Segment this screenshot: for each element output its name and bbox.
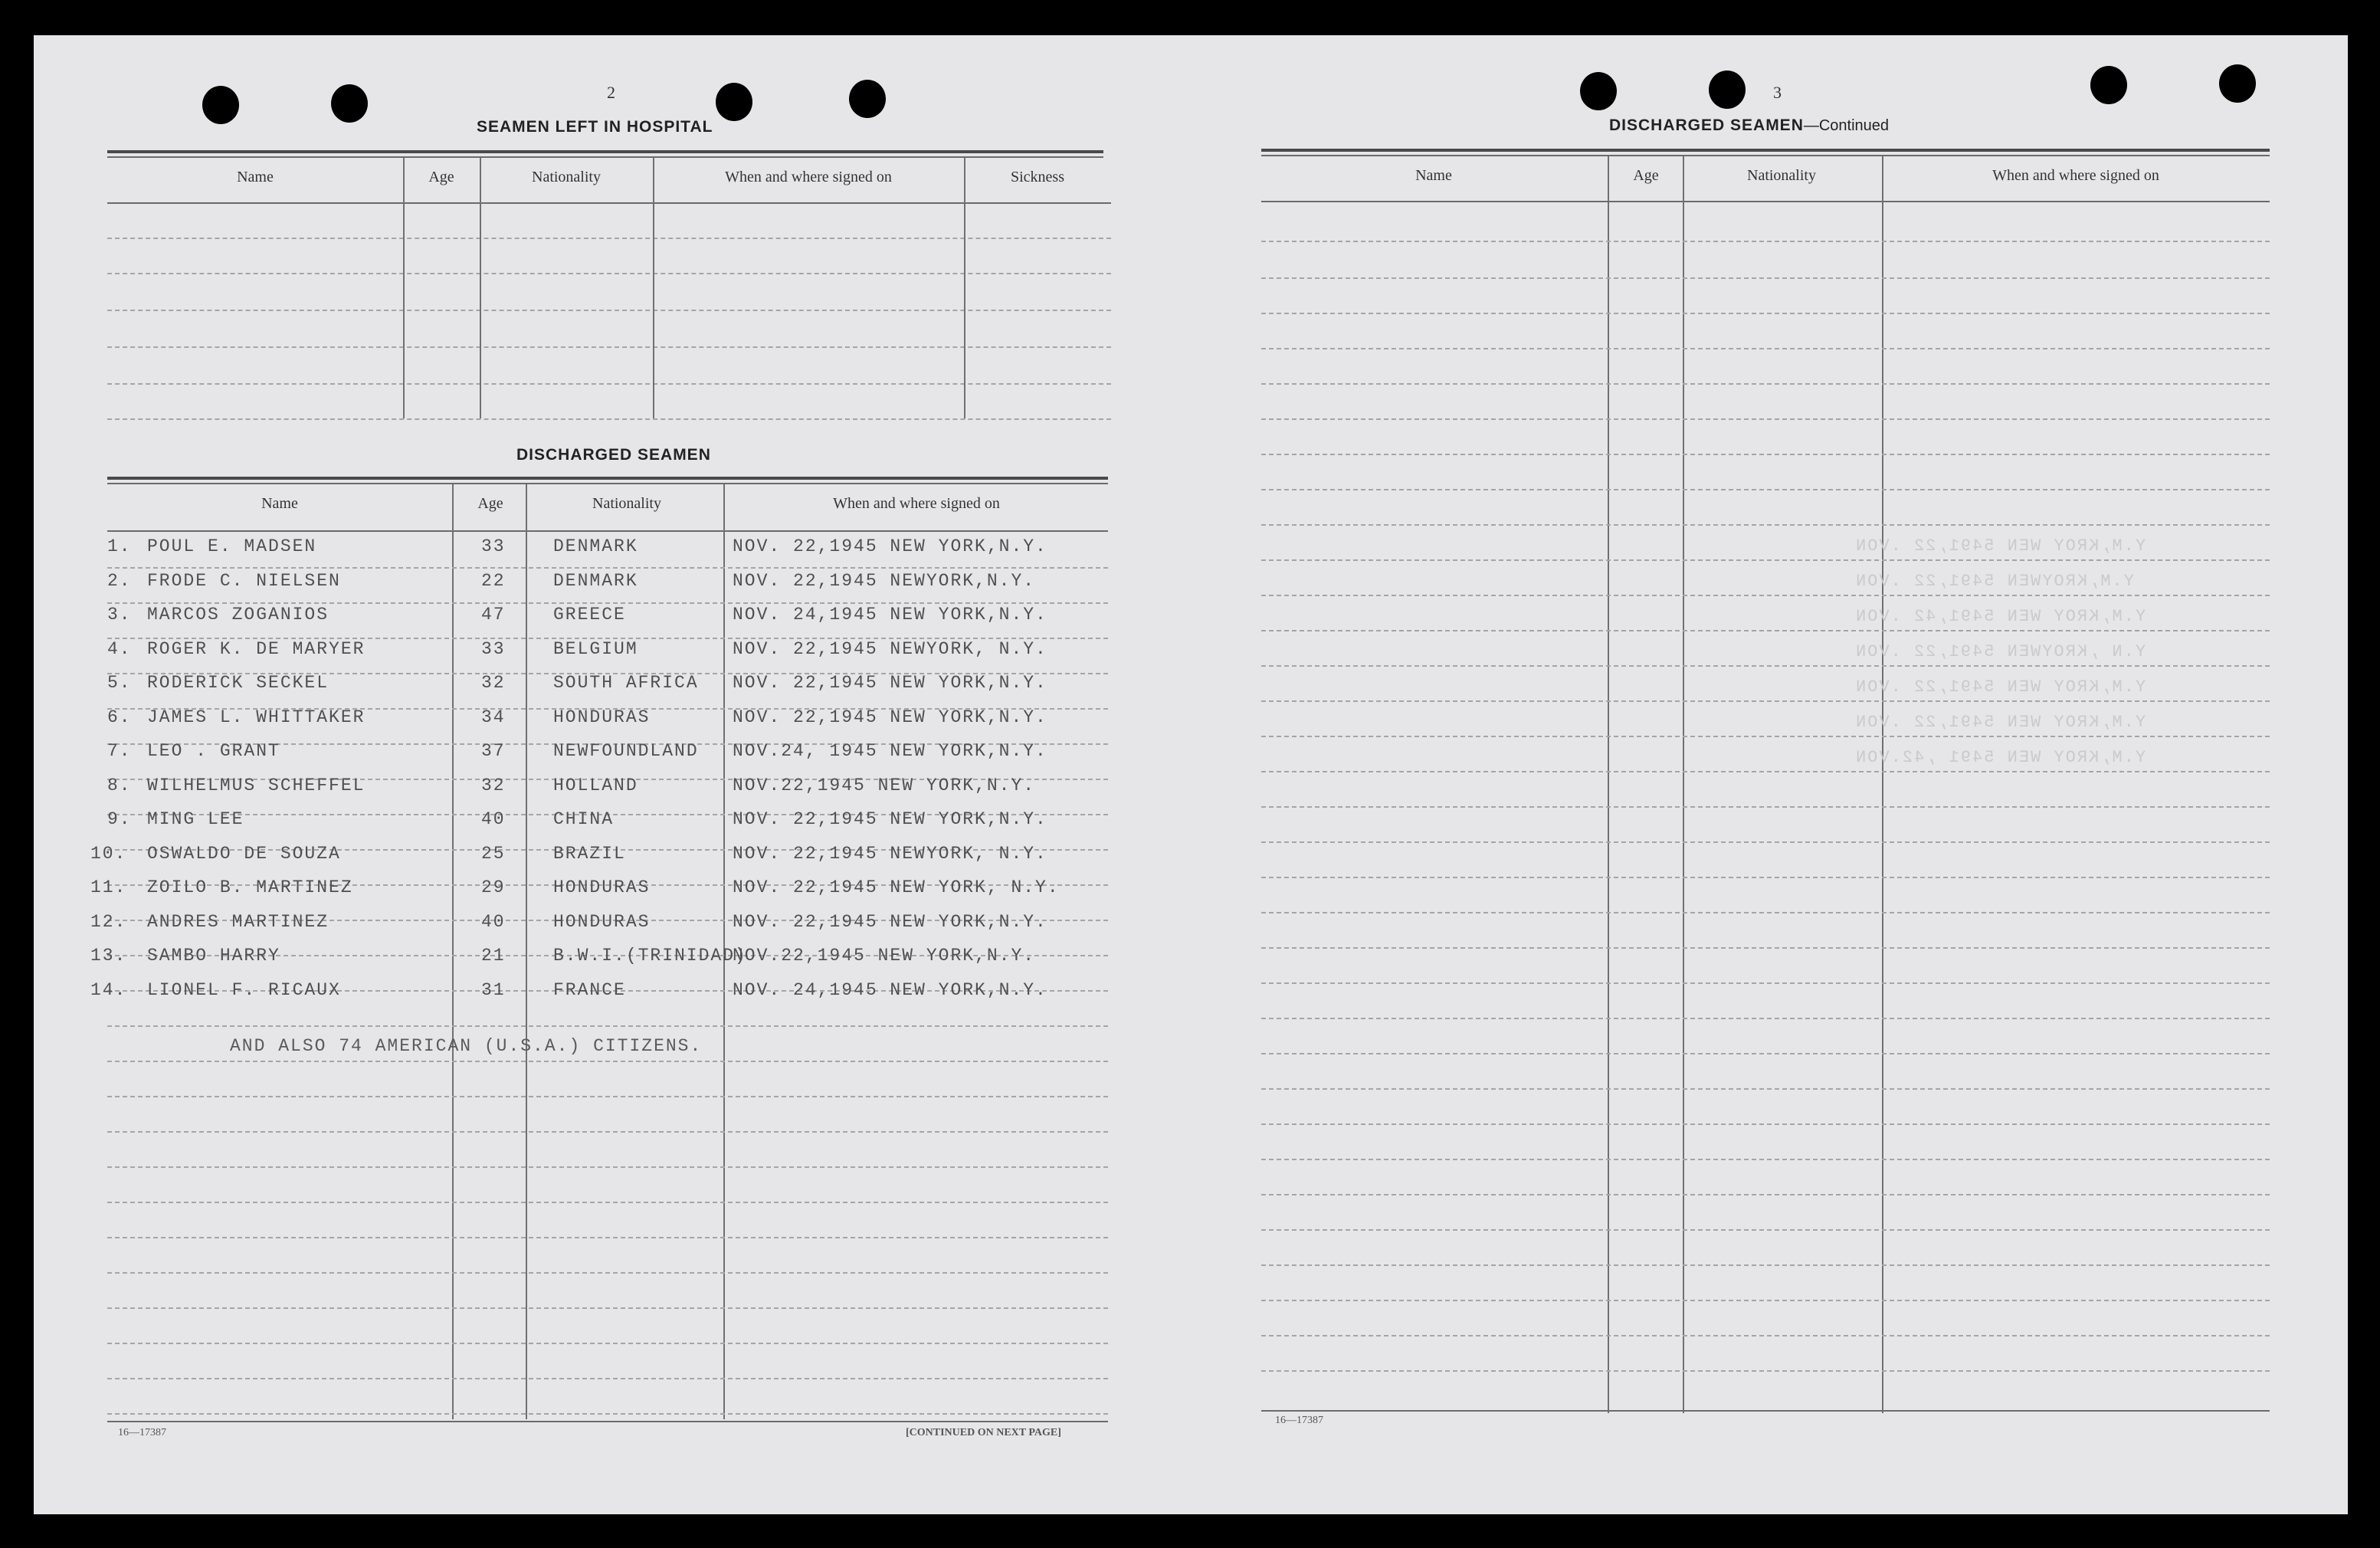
title-main: DISCHARGED SEAMEN	[1609, 116, 1804, 134]
seaman-age: 22	[481, 571, 506, 591]
col-header-age: Age	[477, 495, 503, 512]
col-header-signed-on: When and where signed on	[725, 169, 892, 185]
hospital-section-title: SEAMEN LEFT IN HOSPITAL	[477, 118, 713, 136]
punch-hole-icon	[2090, 66, 2127, 104]
row-number: 3.	[107, 605, 132, 625]
form-number: 16—17387	[118, 1427, 166, 1438]
seaman-age: 40	[481, 912, 506, 932]
seaman-age: 33	[481, 639, 506, 659]
row-number: 5.	[107, 673, 132, 693]
seaman-name: RODERICK SECKEL	[147, 673, 329, 693]
seaman-age: 32	[481, 673, 506, 693]
row-number: 11.	[90, 877, 127, 897]
seaman-nationality: DENMARK	[553, 571, 638, 591]
bleed-through-text: Y.M,KROY WEN 5491,22 .VON	[1854, 713, 2146, 732]
seaman-age: 34	[481, 707, 506, 727]
row-number: 6.	[107, 707, 132, 727]
seaman-nationality: GREECE	[553, 605, 626, 625]
seaman-age: 32	[481, 776, 506, 795]
seaman-nationality: CHINA	[553, 809, 615, 829]
punch-hole-icon	[202, 86, 239, 124]
seaman-age: 40	[481, 809, 506, 829]
col-header-age: Age	[1633, 167, 1659, 184]
continued-note: [CONTINUED ON NEXT PAGE]	[906, 1427, 1061, 1438]
form-sheet	[34, 35, 2348, 1514]
page-number: 2	[607, 83, 615, 102]
discharged-continued-title	[1609, 116, 1889, 135]
seaman-name: SAMBO HARRY	[147, 946, 280, 966]
seaman-age: 37	[481, 741, 506, 761]
seaman-age: 47	[481, 605, 506, 625]
signed-on: NOV.22,1945 NEW YORK,N.Y.	[733, 776, 1036, 795]
signed-on: NOV.24, 1945 NEW YORK,N.Y.	[733, 741, 1047, 761]
punch-hole-icon	[331, 84, 368, 123]
signed-on: NOV. 22,1945 NEWYORK, N.Y.	[733, 844, 1047, 864]
seaman-nationality: HOLLAND	[553, 776, 638, 795]
seaman-age: 25	[481, 844, 506, 864]
bleed-through-text: Y.M,KROY WEN 5491,22 .VON	[1854, 677, 2146, 697]
bleed-through-text: Y.M,KROY WEN 5491 ,42.VON	[1854, 748, 2146, 767]
seaman-name: MARCOS ZOGANIOS	[147, 605, 329, 625]
bleed-through-text: Y.N ,KROYWEN 5491,22 .VON	[1854, 642, 2146, 661]
row-number: 9.	[107, 809, 132, 829]
row-number: 4.	[107, 639, 132, 659]
signed-on: NOV. 22,1945 NEW YORK,N.Y.	[733, 707, 1047, 727]
row-number: 2.	[107, 571, 132, 591]
row-number: 14.	[90, 980, 127, 1000]
discharged-section-title: DISCHARGED SEAMEN	[516, 446, 711, 464]
bleed-through-text: Y.M,KROY WEN 5491,22 .VON	[1854, 536, 2146, 556]
signed-on: NOV. 24,1945 NEW YORK,N.Y.	[733, 980, 1047, 1000]
seaman-name: OSWALDO DE SOUZA	[147, 844, 341, 864]
row-number: 12.	[90, 912, 127, 932]
seaman-name: ANDRES MARTINEZ	[147, 912, 329, 932]
punch-hole-icon	[716, 83, 752, 121]
signed-on: NOV. 22,1945 NEWYORK,N.Y.	[733, 571, 1036, 591]
row-number: 7.	[107, 741, 132, 761]
seaman-nationality: HONDURAS	[553, 912, 651, 932]
bleed-through-text: Y.M,KROY WEN 5491,42 .VON	[1854, 607, 2146, 626]
signed-on: NOV. 22,1945 NEW YORK, N.Y.	[733, 877, 1060, 897]
punch-hole-icon	[849, 80, 886, 118]
seaman-nationality: HONDURAS	[553, 707, 651, 727]
seaman-name: LIONEL F. RICAUX	[147, 980, 341, 1000]
signed-on: NOV. 22,1945 NEWYORK, N.Y.	[733, 639, 1047, 659]
seaman-name: WILHELMUS SCHEFFEL	[147, 776, 366, 795]
seaman-name: POUL E. MADSEN	[147, 536, 317, 556]
seaman-age: 29	[481, 877, 506, 897]
seaman-age: 33	[481, 536, 506, 556]
seaman-nationality: FRANCE	[553, 980, 626, 1000]
seaman-name: ROGER K. DE MARYER	[147, 639, 366, 659]
bleed-through-text: Y.M,KROYWEN 5491,22 .VON	[1854, 572, 2134, 591]
seaman-name: LEO . GRANT	[147, 741, 280, 761]
signed-on: NOV. 22,1945 NEW YORK,N.Y.	[733, 912, 1047, 932]
col-header-nationality: Nationality	[1747, 167, 1816, 184]
seaman-nationality: HONDURAS	[553, 877, 651, 897]
seaman-name: MING LEE	[147, 809, 244, 829]
col-header-signed-on: When and where signed on	[833, 495, 1000, 512]
seaman-nationality: BRAZIL	[553, 844, 626, 864]
signed-on: NOV. 22,1945 NEW YORK,N.Y.	[733, 809, 1047, 829]
row-number: 8.	[107, 776, 132, 795]
form-number: 16—17387	[1275, 1415, 1323, 1426]
col-header-nationality: Nationality	[592, 495, 661, 512]
page-number: 3	[1773, 83, 1782, 102]
row-number: 10.	[90, 844, 127, 864]
row-number: 13.	[90, 946, 127, 966]
punch-hole-icon	[1709, 71, 1746, 109]
punch-hole-icon	[1580, 72, 1617, 110]
col-header-name: Name	[261, 495, 298, 512]
col-header-signed-on: When and where signed on	[1992, 167, 2159, 184]
seaman-age: 21	[481, 946, 506, 966]
col-header-name: Name	[237, 169, 274, 185]
seaman-nationality: BELGIUM	[553, 639, 638, 659]
seaman-nationality: NEWFOUNDLAND	[553, 741, 699, 761]
row-number: 1.	[107, 536, 132, 556]
seaman-nationality: SOUTH AFRICA	[553, 673, 699, 693]
col-header-age: Age	[428, 169, 454, 185]
signed-on: NOV. 22,1945 NEW YORK,N.Y.	[733, 673, 1047, 693]
seaman-nationality: DENMARK	[553, 536, 638, 556]
signed-on: NOV. 24,1945 NEW YORK,N.Y.	[733, 605, 1047, 625]
seaman-age: 31	[481, 980, 506, 1000]
seaman-nationality: B.W.I.(TRINIDAD)	[553, 946, 747, 966]
signed-on: NOV. 22,1945 NEW YORK,N.Y.	[733, 536, 1047, 556]
seaman-name: JAMES L. WHITTAKER	[147, 707, 366, 727]
seaman-name: ZOILO B. MARTINEZ	[147, 877, 353, 897]
col-header-sickness: Sickness	[1011, 169, 1064, 185]
col-header-nationality: Nationality	[532, 169, 601, 185]
punch-hole-icon	[2219, 64, 2256, 103]
american-citizens-note: AND ALSO 74 AMERICAN (U.S.A.) CITIZENS.	[230, 1036, 703, 1056]
signed-on: NOV.22,1945 NEW YORK,N.Y.	[733, 946, 1036, 966]
title-suffix: —Continued	[1803, 117, 1890, 134]
seaman-name: FRODE C. NIELSEN	[147, 571, 341, 591]
col-header-name: Name	[1415, 167, 1452, 184]
